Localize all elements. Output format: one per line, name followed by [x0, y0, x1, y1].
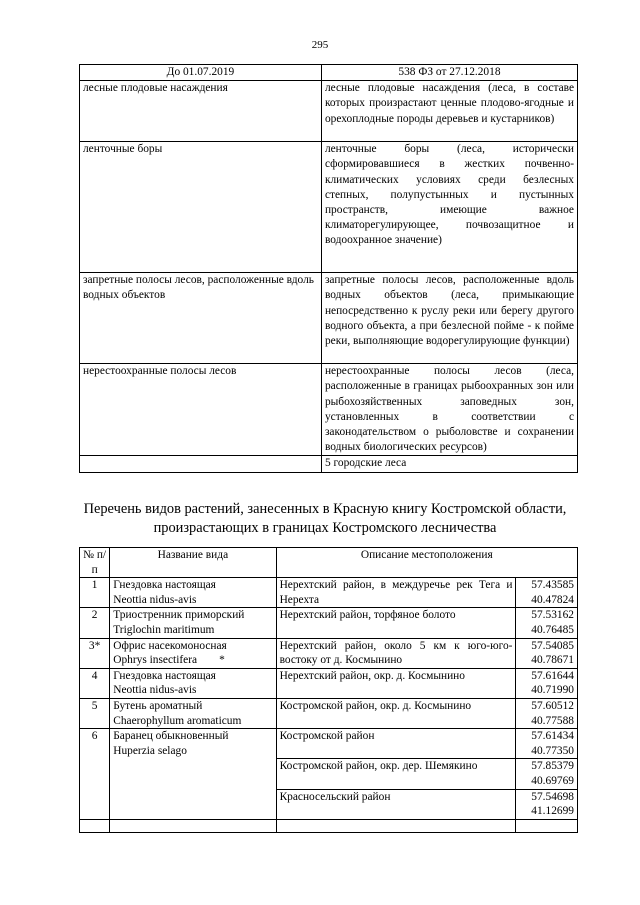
latitude: 57.54085	[531, 639, 574, 652]
longitude: 40.47824	[531, 593, 574, 606]
table-row	[80, 668, 578, 698]
header-location: Описание местоположения	[276, 548, 577, 578]
longitude: 40.76485	[531, 623, 574, 636]
location-description: Красносельский район	[276, 789, 516, 819]
row-number: 4	[80, 668, 110, 698]
table-row	[80, 608, 578, 638]
longitude: 40.78671	[531, 654, 574, 667]
forest-categories-comparison-table	[79, 64, 578, 473]
species-name-ru: Офрис насекомоносная	[113, 639, 227, 652]
latitude: 57.60512	[531, 699, 574, 712]
row-number: 3*	[80, 638, 110, 668]
longitude: 40.77588	[531, 714, 574, 727]
header-law-538: 538 ФЗ от 27.12.2018	[321, 65, 577, 81]
species-name-lat: Neottia nidus-avis	[113, 684, 197, 697]
empty-cell	[110, 819, 276, 832]
species-name-lat: Ophrys insectifera	[113, 654, 198, 667]
species-name-ru: Триостренник приморский	[113, 609, 245, 622]
longitude: 40.69769	[531, 774, 574, 787]
latitude: 57.43585	[531, 579, 574, 592]
table-row	[80, 364, 578, 456]
cell-old-category: лесные плодовые насаждения	[80, 81, 322, 142]
empty-cell	[516, 819, 578, 832]
header-before-date: До 01.07.2019	[80, 65, 322, 81]
location-description: Нерехтский район, окр. д. Космынино	[276, 668, 516, 698]
cell-new-category: 5 городские леса	[321, 456, 577, 472]
section-title: Перечень видов растений, занесенных в Красную книгу Костромской области, произрастающих в границах Костромского лесничества	[83, 501, 567, 536]
species-name-lat: Chaerophyllum aromaticum	[113, 714, 242, 727]
species-name	[110, 668, 276, 698]
table-row	[80, 638, 578, 668]
location-description: Нерехтский район, в междуречье рек Тега и Нерехта	[276, 578, 516, 608]
cell-old-category: нерестоохранные полосы лесов	[80, 364, 322, 456]
red-book-species-table	[79, 547, 578, 833]
species-name	[110, 608, 276, 638]
table-row-empty	[80, 819, 578, 832]
cell-new-category: ленточные боры (леса, исторически сформировавшиеся в жестких почвенно-климатических условиях среди безлесных степных, полупустынных и пустынных пространств, имеющие важное климаторегулирующее, почвозащитное и водоохранное значение)	[321, 142, 577, 273]
table-header-row	[80, 548, 578, 578]
table-row	[80, 273, 578, 364]
table-header-row	[80, 65, 578, 81]
latitude: 57.61644	[531, 669, 574, 682]
cell-old-category: ленточные боры	[80, 142, 322, 273]
table-row	[80, 698, 578, 728]
header-number: № п/п	[80, 548, 110, 578]
species-name-lat: Huperzia selago	[113, 744, 187, 757]
location-description: Нерехтский район, около 5 км к юго-юго-востоку от д. Космынино	[276, 638, 516, 668]
coordinates	[516, 668, 578, 698]
species-name	[110, 698, 276, 728]
table-row	[80, 578, 578, 608]
coordinates	[516, 789, 578, 819]
page-number: 295	[311, 39, 329, 51]
table-row	[80, 81, 578, 142]
species-name	[110, 638, 276, 668]
row-number: 1	[80, 578, 110, 608]
species-name-ru: Баранец обыкновенный	[113, 730, 229, 743]
latitude: 57.61434	[531, 730, 574, 743]
table-row	[80, 729, 578, 759]
latitude: 57.53162	[531, 609, 574, 622]
location-description: Костромской район	[276, 729, 516, 759]
latitude: 57.85379	[531, 760, 574, 773]
longitude: 40.71990	[531, 684, 574, 697]
cell-old-category: запретные полосы лесов, расположенные вдоль водных объектов	[80, 273, 322, 364]
row-number: 6	[80, 729, 110, 820]
table-row	[80, 456, 578, 472]
species-name-lat: Neottia nidus-avis	[113, 593, 197, 606]
empty-cell	[80, 819, 110, 832]
asterisk-mark: *	[219, 654, 225, 667]
coordinates	[516, 698, 578, 728]
coordinates	[516, 578, 578, 608]
row-number: 2	[80, 608, 110, 638]
coordinates	[516, 608, 578, 638]
cell-old-category	[80, 456, 322, 472]
coordinates	[516, 759, 578, 789]
longitude: 40.77350	[531, 744, 574, 757]
location-description: Нерехтский район, торфяное болото	[276, 608, 516, 638]
row-number: 5	[80, 698, 110, 728]
species-name	[110, 578, 276, 608]
table-row	[80, 142, 578, 273]
empty-cell	[276, 819, 516, 832]
species-name-lat: Triglochin maritimum	[113, 623, 215, 636]
header-species-name: Название вида	[110, 548, 276, 578]
species-name-ru: Гнездовка настоящая	[113, 669, 216, 682]
species-name-ru: Бутень ароматный	[113, 699, 203, 712]
cell-new-category: лесные плодовые насаждения (леса, в составе которых произрастают ценные плодово-ягодные и орехоплодные породы деревьев и кустарников)	[321, 81, 577, 142]
cell-new-category: нерестоохранные полосы лесов (леса, расположенные в границах рыбоохранных зон или рыбохозяйственных заповедных зон, установленных в соответствии с законодательством о рыболовстве и сохранении водных биологических ресурсов)	[321, 364, 577, 456]
latitude: 57.54698	[531, 790, 574, 803]
species-name	[110, 729, 276, 820]
location-description: Костромской район, окр. д. Космынино	[276, 698, 516, 728]
location-description: Костромской район, окр. дер. Шемякино	[276, 759, 516, 789]
species-name-ru: Гнездовка настоящая	[113, 579, 216, 592]
coordinates	[516, 729, 578, 759]
cell-new-category: запретные полосы лесов, расположенные вдоль водных объектов (леса, примыкающие непосредственно к руслу реки или берегу другого водного объекта, а при безлесной пойме - к пойме реки, выполняющие водорегулирующие функции)	[321, 273, 577, 364]
coordinates	[516, 638, 578, 668]
longitude: 41.12699	[531, 805, 574, 818]
